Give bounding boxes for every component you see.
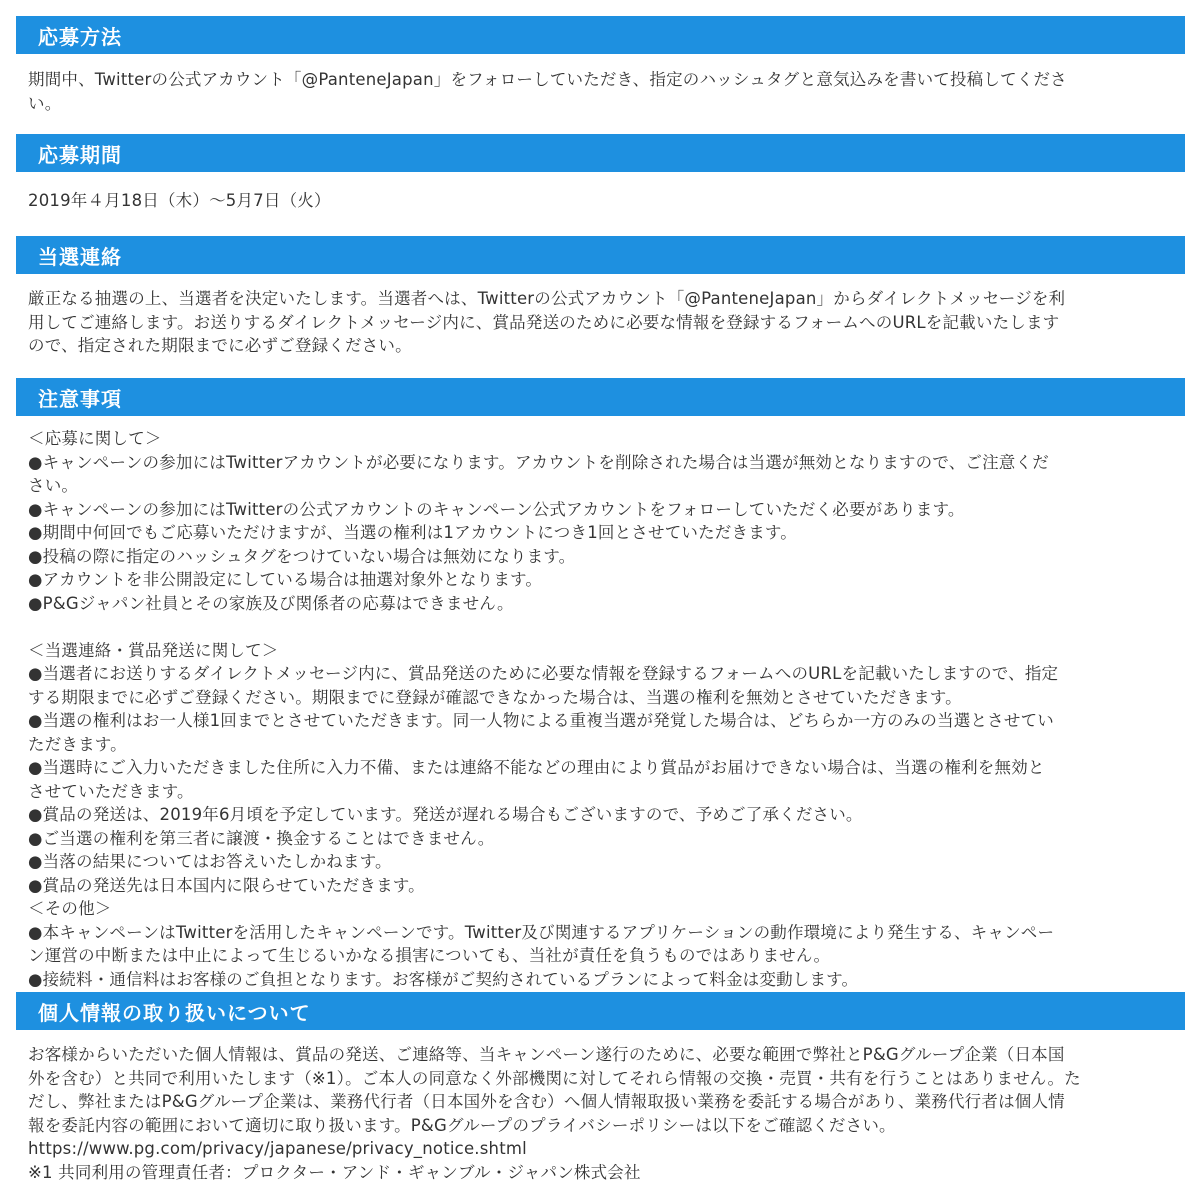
caution-line: ●当落の結果についてはお答えいたしかねます。	[28, 852, 392, 871]
privacy-line: ※1 共同利用の管理責任者：プロクター・アンド・ギャンブル・ジャパン株式会社	[28, 1162, 641, 1182]
caution-line: ●ご当選の権利を第三者に譲渡・換金することはできません。	[28, 828, 495, 848]
section-title-period: 応募期間	[38, 142, 122, 167]
section-title-notice: 当選連絡	[38, 244, 122, 269]
privacy-line: だし、弊社またはP&Gグループ企業は、業務代行者（日本国外を含む）へ個人情報取扱い業務を委託する場合があり、業務代行者は個人情	[28, 1092, 1065, 1111]
section-title-cautions: 注意事項	[38, 386, 122, 411]
section-header-notice	[16, 236, 1185, 274]
caution-line: ●賞品の発送先は日本国内に限らせていただきます。	[28, 875, 425, 895]
caution-line	[28, 615, 1174, 639]
privacy-policy-link[interactable]: https://www.pg.com/privacy/japanese/privacy_notice.shtml	[28, 1139, 527, 1158]
section-body-period	[28, 189, 1174, 213]
privacy-line: お客様からいただいた個人情報は、賞品の発送、ご連絡等、当キャンペーン遂行のために、必要な範囲で弊社とP&Gグループ企業（日本国	[28, 1045, 1065, 1064]
section-body-method	[28, 68, 1174, 115]
caution-line: ＜当選連絡・賞品発送に関して＞	[28, 640, 279, 660]
caution-line: ●賞品の発送は、2019年6月頃を予定しています。発送が遅れる場合もございますので、予めご了承ください。	[28, 805, 863, 824]
notice-line: 厳正なる抽選の上、当選者を決定いたします。当選者へは、Twitterの公式アカウント「@PanteneJapan」からダイレクトメッセージを利	[28, 289, 1066, 308]
caution-line: ●アカウントを非公開設定にしている場合は抽選対象外となります。	[28, 570, 543, 589]
section-header-period	[16, 134, 1185, 172]
caution-line: ●P&Gジャパン社員とその家族及び関係者の応募はできません。	[28, 593, 514, 613]
method-line: い。	[28, 93, 62, 113]
caution-line: ただきます。	[28, 734, 127, 754]
privacy-line: 報を委託内容の範囲において適切に取り扱います。P&Gグループのプライバシーポリシーは以下をご確認ください。	[28, 1115, 896, 1135]
period-line: 2019年４月18日（木）～5月7日（火）	[28, 191, 331, 210]
caution-line: ＜応募に関して＞	[28, 429, 162, 448]
caution-line: ●接続料・通信料はお客様のご負担となります。お客様がご契約されているプランによって料金は変動します。	[28, 969, 859, 989]
caution-line: ●当選時にご入力いただきました住所に入力不備、または連絡不能などの理由により賞品がお届けできない場合は、当選の権利を無効と	[28, 758, 1045, 777]
caution-line: ●本キャンペーンはTwitterを活用したキャンペーンです。Twitter及び関連するアプリケーションの動作環境により発生する、キャンペー	[28, 922, 1055, 942]
caution-line: ●キャンペーンの参加にはTwitterアカウントが必要になります。アカウントを削除された場合は当選が無効となりますので、ご注意くだ	[28, 452, 1049, 472]
caution-line: ●キャンペーンの参加にはTwitterの公式アカウントのキャンペーン公式アカウントをフォローしていただく必要があります。	[28, 499, 965, 519]
caution-line: ＜その他＞	[28, 899, 112, 918]
section-header-cautions	[16, 378, 1185, 416]
caution-line: ●期間中何回でもご応募いただけますが、当選の権利は1アカウントにつき1回とさせていただきます。	[28, 523, 797, 542]
section-body-cautions	[28, 427, 1174, 991]
section-title-method: 応募方法	[38, 24, 122, 49]
caution-line: ●投稿の際に指定のハッシュタグをつけていない場合は無効になります。	[28, 546, 576, 566]
caution-line: ン運営の中断または中止によって生じるいかなる損害についても、当社が責任を負うものではありません。	[28, 946, 831, 965]
section-header-privacy	[16, 992, 1185, 1030]
section-header-method	[16, 16, 1185, 54]
notice-line: ので、指定された期限までに必ずご登録ください。	[28, 336, 412, 355]
section-body-privacy	[28, 1043, 1174, 1184]
caution-line: する期限までに必ずご登録ください。期限までに登録が確認できなかった場合は、当選の権利を無効とさせていただきます。	[28, 687, 962, 707]
section-title-privacy: 個人情報の取り扱いについて	[38, 1000, 311, 1025]
privacy-line: 外を含む）と共同で利用いたします（※1）。ご本人の同意なく外部機関に対してそれら情報の交換・売買・共有を行うことはありません。た	[28, 1068, 1081, 1088]
caution-line: さい。	[28, 476, 79, 495]
caution-line: ●当選の権利はお一人様1回までとさせていただきます。同一人物による重複当選が発覚した場合は、どちらか一方のみの当選とさせてい	[28, 711, 1054, 730]
section-body-notice	[28, 287, 1174, 358]
notice-line: 用してご連絡します。お送りするダイレクトメッセージ内に、賞品発送のために必要な情報を登録するフォームへのURLを記載いたします	[28, 312, 1060, 332]
method-line: 期間中、Twitterの公式アカウント「@PanteneJapan」をフォローしていただき、指定のハッシュタグと意気込みを書いて投稿してくださ	[28, 70, 1067, 89]
caution-line: させていただきます。	[28, 781, 194, 801]
caution-line: ●当選者にお送りするダイレクトメッセージ内に、賞品発送のために必要な情報を登録するフォームへのURLを記載いたしますので、指定	[28, 664, 1059, 683]
